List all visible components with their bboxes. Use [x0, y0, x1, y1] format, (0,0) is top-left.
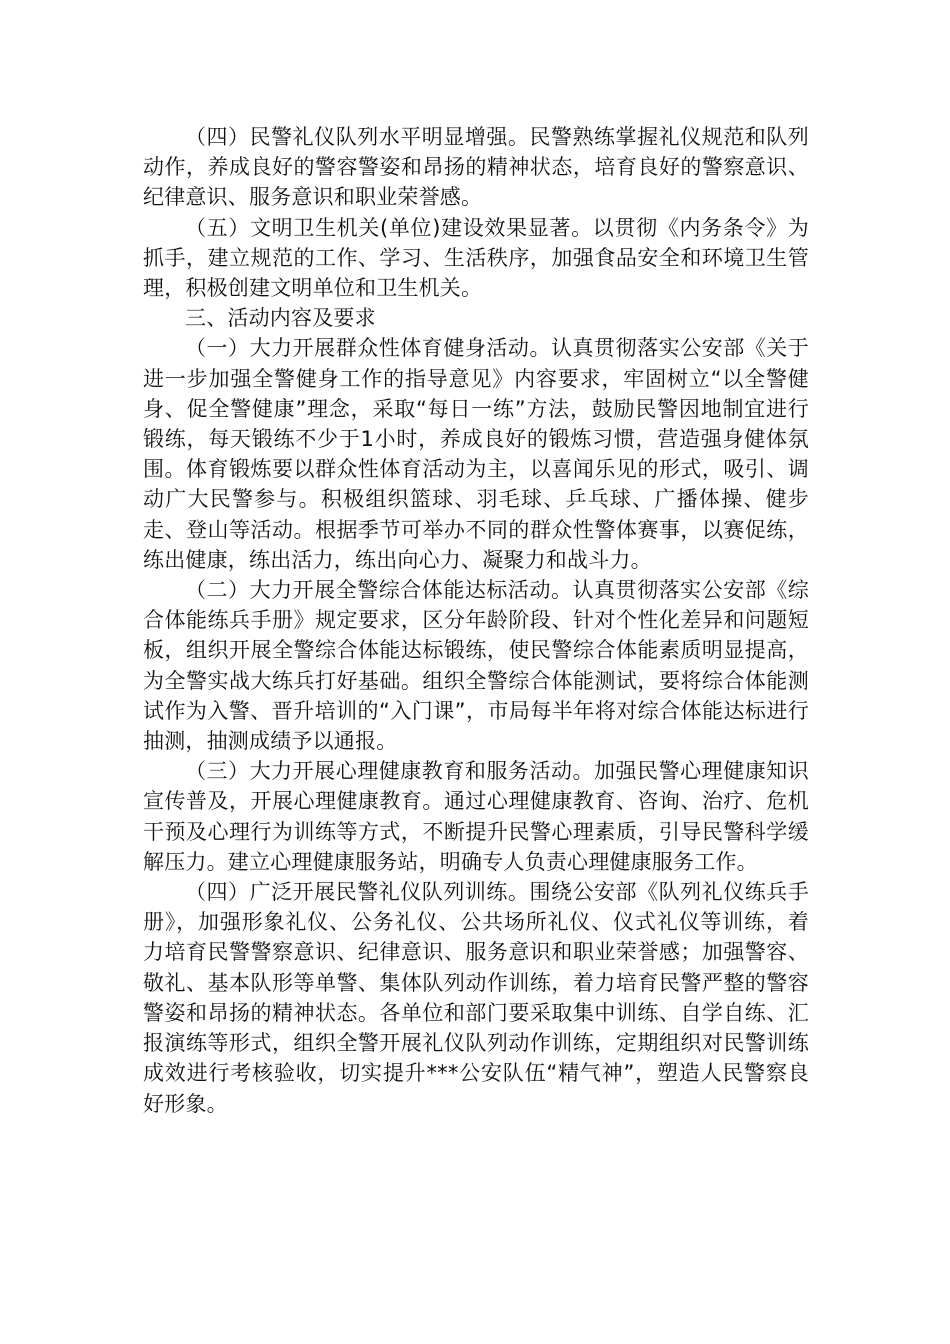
- paragraph-physical-standard-activity: （二）大力开展全警综合体能达标活动。认真贯彻落实公安部《综合体能练兵手册》规定要求，区分年龄阶段、针对个性化差异和问题短板，组织开展全警综合体能达标锻练，使民警综合体能素质明显提高，为全警实战大练兵打好基础。组织全警综合体能测试，要将综合体能测试作为入警、晋升培训的“入门课”，市局每半年将对综合体能达标进行抽测，抽测成绩予以通报。: [143, 578, 809, 754]
- paragraph-mental-health-activity: （三）大力开展心理健康教育和服务活动。加强民警心理健康知识宣传普及，开展心理健康教育。通过心理健康教育、咨询、治疗、危机干预及心理行为训练等方式，不断提升民警心理素质，引导民警科学缓解压力。建立心理健康服务站，明确专人负责心理健康服务工作。: [143, 759, 809, 874]
- paragraph-civilized-hygiene-goal: （五）文明卫生机关(单位)建设效果显著。以贯彻《内务条令》为抓手，建立规范的工作、学习、生活秩序，加强食品安全和环境卫生管理，积极创建文明单位和卫生机关。: [143, 215, 809, 301]
- section-heading-activities: 三、活动内容及要求: [185, 306, 376, 331]
- paragraph-etiquette-training: （四）广泛开展民警礼仪队列训练。围绕公安部《队列礼仪练兵手册》，加强形象礼仪、公务礼仪、公共场所礼仪、仪式礼仪等训练，着力培育民警警察意识、纪律意识、服务意识和职业荣誉感；加强警容、敬礼、基本队形等单警、集体队列动作训练，着力培育民警严整的警容警姿和昂扬的精神状态。各单位和部门要采取集中训练、自学自练、汇报演练等形式，组织全警开展礼仪队列动作训练，定期组织对民警训练成效进行考核验收，切实提升***公安队伍“精气神”，塑造人民警察良好形象。: [143, 880, 809, 1116]
- paragraph-fitness-activity: （一）大力开展群众性体育健身活动。认真贯彻落实公安部《关于进一步加强全警健身工作的指导意见》内容要求，牢固树立“以全警健身、促全警健康”理念，采取“每日一练”方法，鼓励民警因地制宜进行锻练，每天锻练不少于1小时，养成良好的锻炼习惯，营造强身健体氛围。体育锻炼要以群众性体育活动为主，以喜闻乐见的形式，吸引、调动广大民警参与。积极组织篮球、羽毛球、乒乓球、广播体操、健步走、登山等活动。根据季节可举办不同的群众性警体赛事，以赛促练，练出健康，练出活力，练出向心力、凝聚力和战斗力。: [143, 336, 809, 572]
- document-body: [143, 122, 809, 1119]
- paragraph-police-etiquette-goal: （四）民警礼仪队列水平明显增强。民警熟练掌握礼仪规范和队列动作，养成良好的警容警姿和昂扬的精神状态，培育良好的警察意识、纪律意识、服务意识和职业荣誉感。: [143, 125, 809, 210]
